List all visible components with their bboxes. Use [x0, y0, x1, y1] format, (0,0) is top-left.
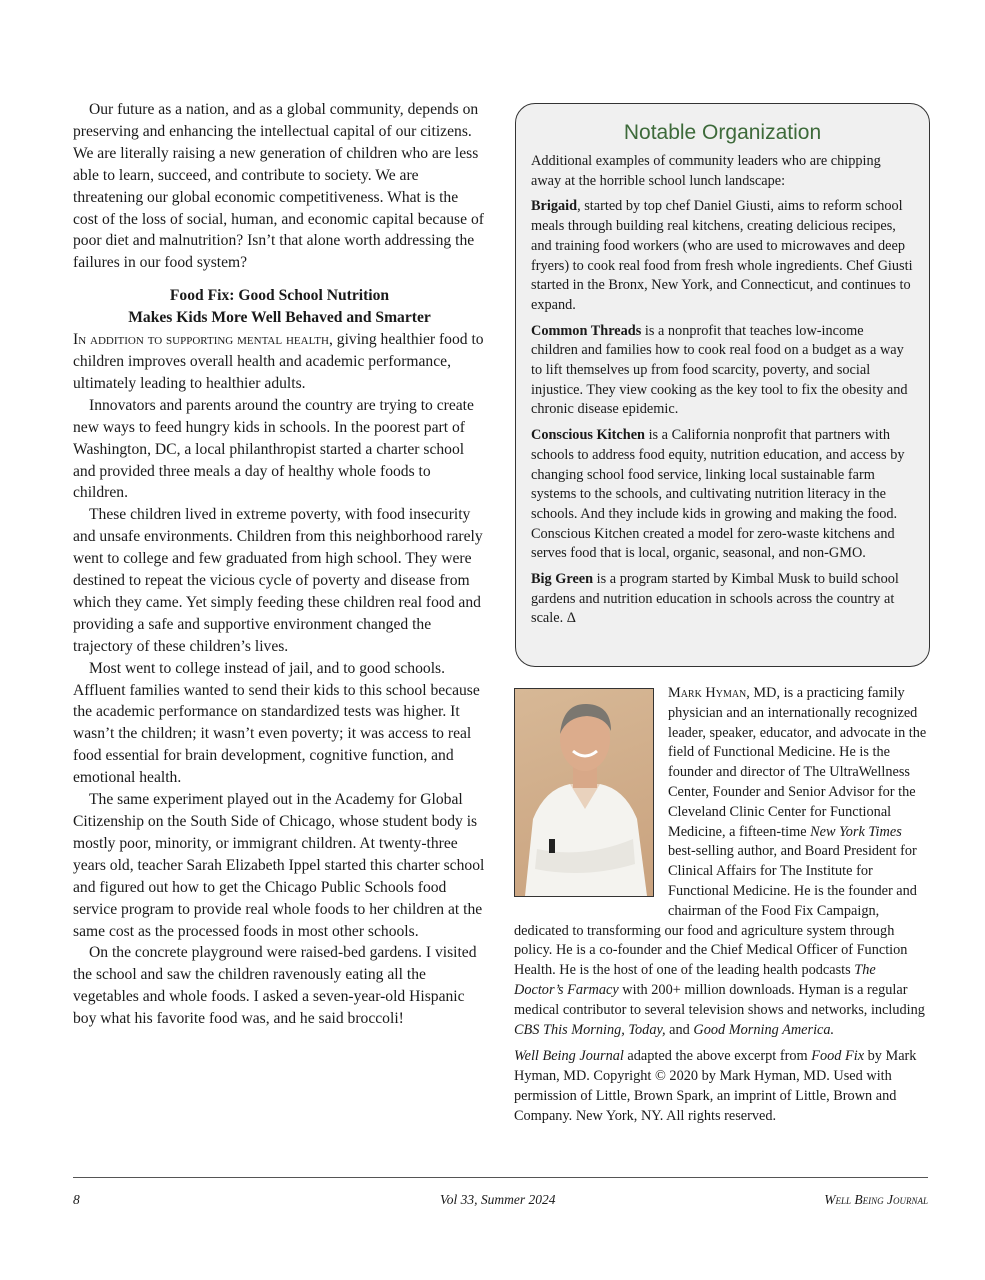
paragraph: Most went to college instead of jail, and to good schools. Affluent families wanted to send their kids to this school because the academic performance on standardized tests was higher. It wasn’t the children; it wasn’t even poverty; it was access to real food essential for brain development, cognitive function, and emotional health.	[73, 659, 480, 787]
intro-paragraph: Our future as a nation, and as a global community, depends on preserving and enhancing the intellectual capital of our citizens. We are literally raising a new generation of children who are less able to learn, succeed, and contribute to society. We are threatening our global economic competitiveness. What is the cost of the loss of social, human, and economic capital because of poor diet and malnutrition? Isn’t that alone worth addressing the failures in our food system?	[73, 101, 484, 272]
credit-italic: Food Fix	[811, 1048, 865, 1065]
org-entry	[531, 426, 914, 564]
publication-name: Well Being Journal	[824, 1192, 928, 1207]
paragraph: On the concrete playground were raised-bed gardens. I visited the school and saw the children ravenously eating all the vegetables and whole foods. I asked a seven-year-old Hispanic boy what his favorite food was, and he said broccoli!	[73, 944, 477, 1028]
org-entry	[531, 322, 914, 421]
org-name: Common Threads	[531, 322, 642, 339]
bio-text-part: and	[665, 1021, 694, 1038]
paragraph: These children lived in extreme poverty, with food insecurity and unsafe environments. Children from this neighborhood rarely went to college and few graduated from high school. They were destined to repeat the vicious cycle of poverty and disease from which they came. Yet simply feeding these children real food and providing a safe and supportive environment changed the trajectory of these children’s lives.	[73, 506, 483, 655]
sidebar-intro: Additional examples of community leaders who are chipping away at the horrible school lunch landscape:	[531, 153, 881, 189]
org-text: is a nonprofit that teaches low-income children and families how to cook real food on a budget as a way to lift themselves up from food scarcity, poverty, and social injustice. They view cooking as the key tool to fix the obesity and chronic disease epidemic.	[531, 322, 908, 418]
notable-organization-sidebar	[515, 103, 930, 667]
author-photo	[514, 688, 654, 897]
credit-text: adapted the above excerpt from	[623, 1048, 812, 1065]
paragraph-text: giving healthier food to children improves overall health and academic performance, ultimately leading to healthier adults.	[73, 331, 484, 392]
author-bio	[514, 684, 927, 1127]
credit-text: by Mark Hyman, MD. Copyright © 2020 by Mark Hyman, MD. Used with permission of Little, Brown Spark, an imprint of Little, Brown and Company. New York, NY. All rights reserved.	[514, 1048, 917, 1124]
reprint-credit	[514, 1047, 927, 1126]
bio-italic: CBS This Morning, Today,	[514, 1021, 666, 1038]
bio-text-part: best-selling author, and Board President for Clinical Affairs for The Institute for Functional Medicine. He is the founder and chairman of the Food Fix Campaign, dedicated to transforming our food and agriculture system through policy. He is a co-founder and the Chief Medical Officer of Function Health. He is the host of one of the leading health podcasts	[514, 843, 917, 979]
paragraph: The same experiment played out in the Academy for Global Citizenship on the South Side of Chicago, whose student body is mostly poor, minority, or immigrant children. At twenty-three years old, teacher Sarah Elizabeth Ippel started this charter school and figured out how to get the Chicago Public Schools food service program to provide real whole foods to her children at the same cost as the processed foods in most other schools.	[73, 791, 485, 940]
org-name: Big Green	[531, 571, 594, 588]
org-name: Conscious Kitchen	[531, 427, 645, 444]
org-entry	[531, 197, 914, 315]
section-heading-line1: Food Fix: Good School Nutrition	[169, 287, 390, 305]
lead-in: In addition to supporting mental health,	[73, 331, 333, 349]
org-text: is a California nonprofit that partners with schools to address food equity, nutrition education, and access by changing school food service, linking local sustainable farm systems to the schools, and cultivating nutrition literacy in the schools. And they include kids in growing and making the food. Conscious Kitchen created a model for zero-waste kitchens and serves food that is local, organic, seasonal, and non-GMO.	[531, 427, 905, 562]
footer-divider	[73, 1177, 928, 1178]
portrait-illustration	[515, 689, 653, 896]
bio-italic: The Doctor’s Farmacy	[514, 962, 876, 998]
issue-info: Vol 33, Summer 2024	[440, 1192, 556, 1207]
section-heading	[73, 285, 486, 329]
bio-text-part: , MD, is a practicing family physician and an internationally recognized leader, speaker, educator, and advocate in the field of Functional Medicine. He is the founder and director of The UltraWellness Center, Founder and Senior Advisor for the Cleveland Clinic Center for Functional Medicine, a fifteen-time	[668, 685, 927, 840]
org-name: Brigaid	[531, 198, 578, 215]
section-heading-line2: Makes Kids More Well Behaved and Smarter	[128, 309, 431, 327]
bio-text-part: with 200+ million downloads. Hyman is a regular medical contributor to several television shows and networks, including	[514, 981, 925, 1018]
org-text: is a program started by Kimbal Musk to build school gardens and nutrition education in schools across the country at scale. Δ	[531, 571, 899, 627]
page-number: 8	[73, 1192, 80, 1207]
org-entry	[531, 570, 914, 629]
org-text: , started by top chef Daniel Giusti, aims to reform school meals through building real kitchens, creating delicious recipes, and training food workers (who are used to microwaves and deep fryers) to cook real food from fresh whole ingredients. Chef Giusti started in the Bronx, New York, and Connecticut, and continues to expand.	[531, 198, 913, 313]
article-body	[73, 99, 486, 1030]
credit-italic: Well Being Journal	[514, 1048, 624, 1065]
bio-italic: New York Times	[810, 823, 902, 840]
sidebar-title: Notable Organization	[623, 121, 822, 144]
author-name: Mark Hyman	[668, 685, 747, 701]
paragraph	[73, 329, 486, 395]
bio-italic: Good Morning America.	[693, 1021, 835, 1038]
paragraph: Innovators and parents around the country are trying to create new ways to feed hungry kids in schools. In the poorest part of Washington, DC, a local philanthropist started a charter school and provided three meals a day of healthy whole foods to children.	[73, 396, 474, 502]
